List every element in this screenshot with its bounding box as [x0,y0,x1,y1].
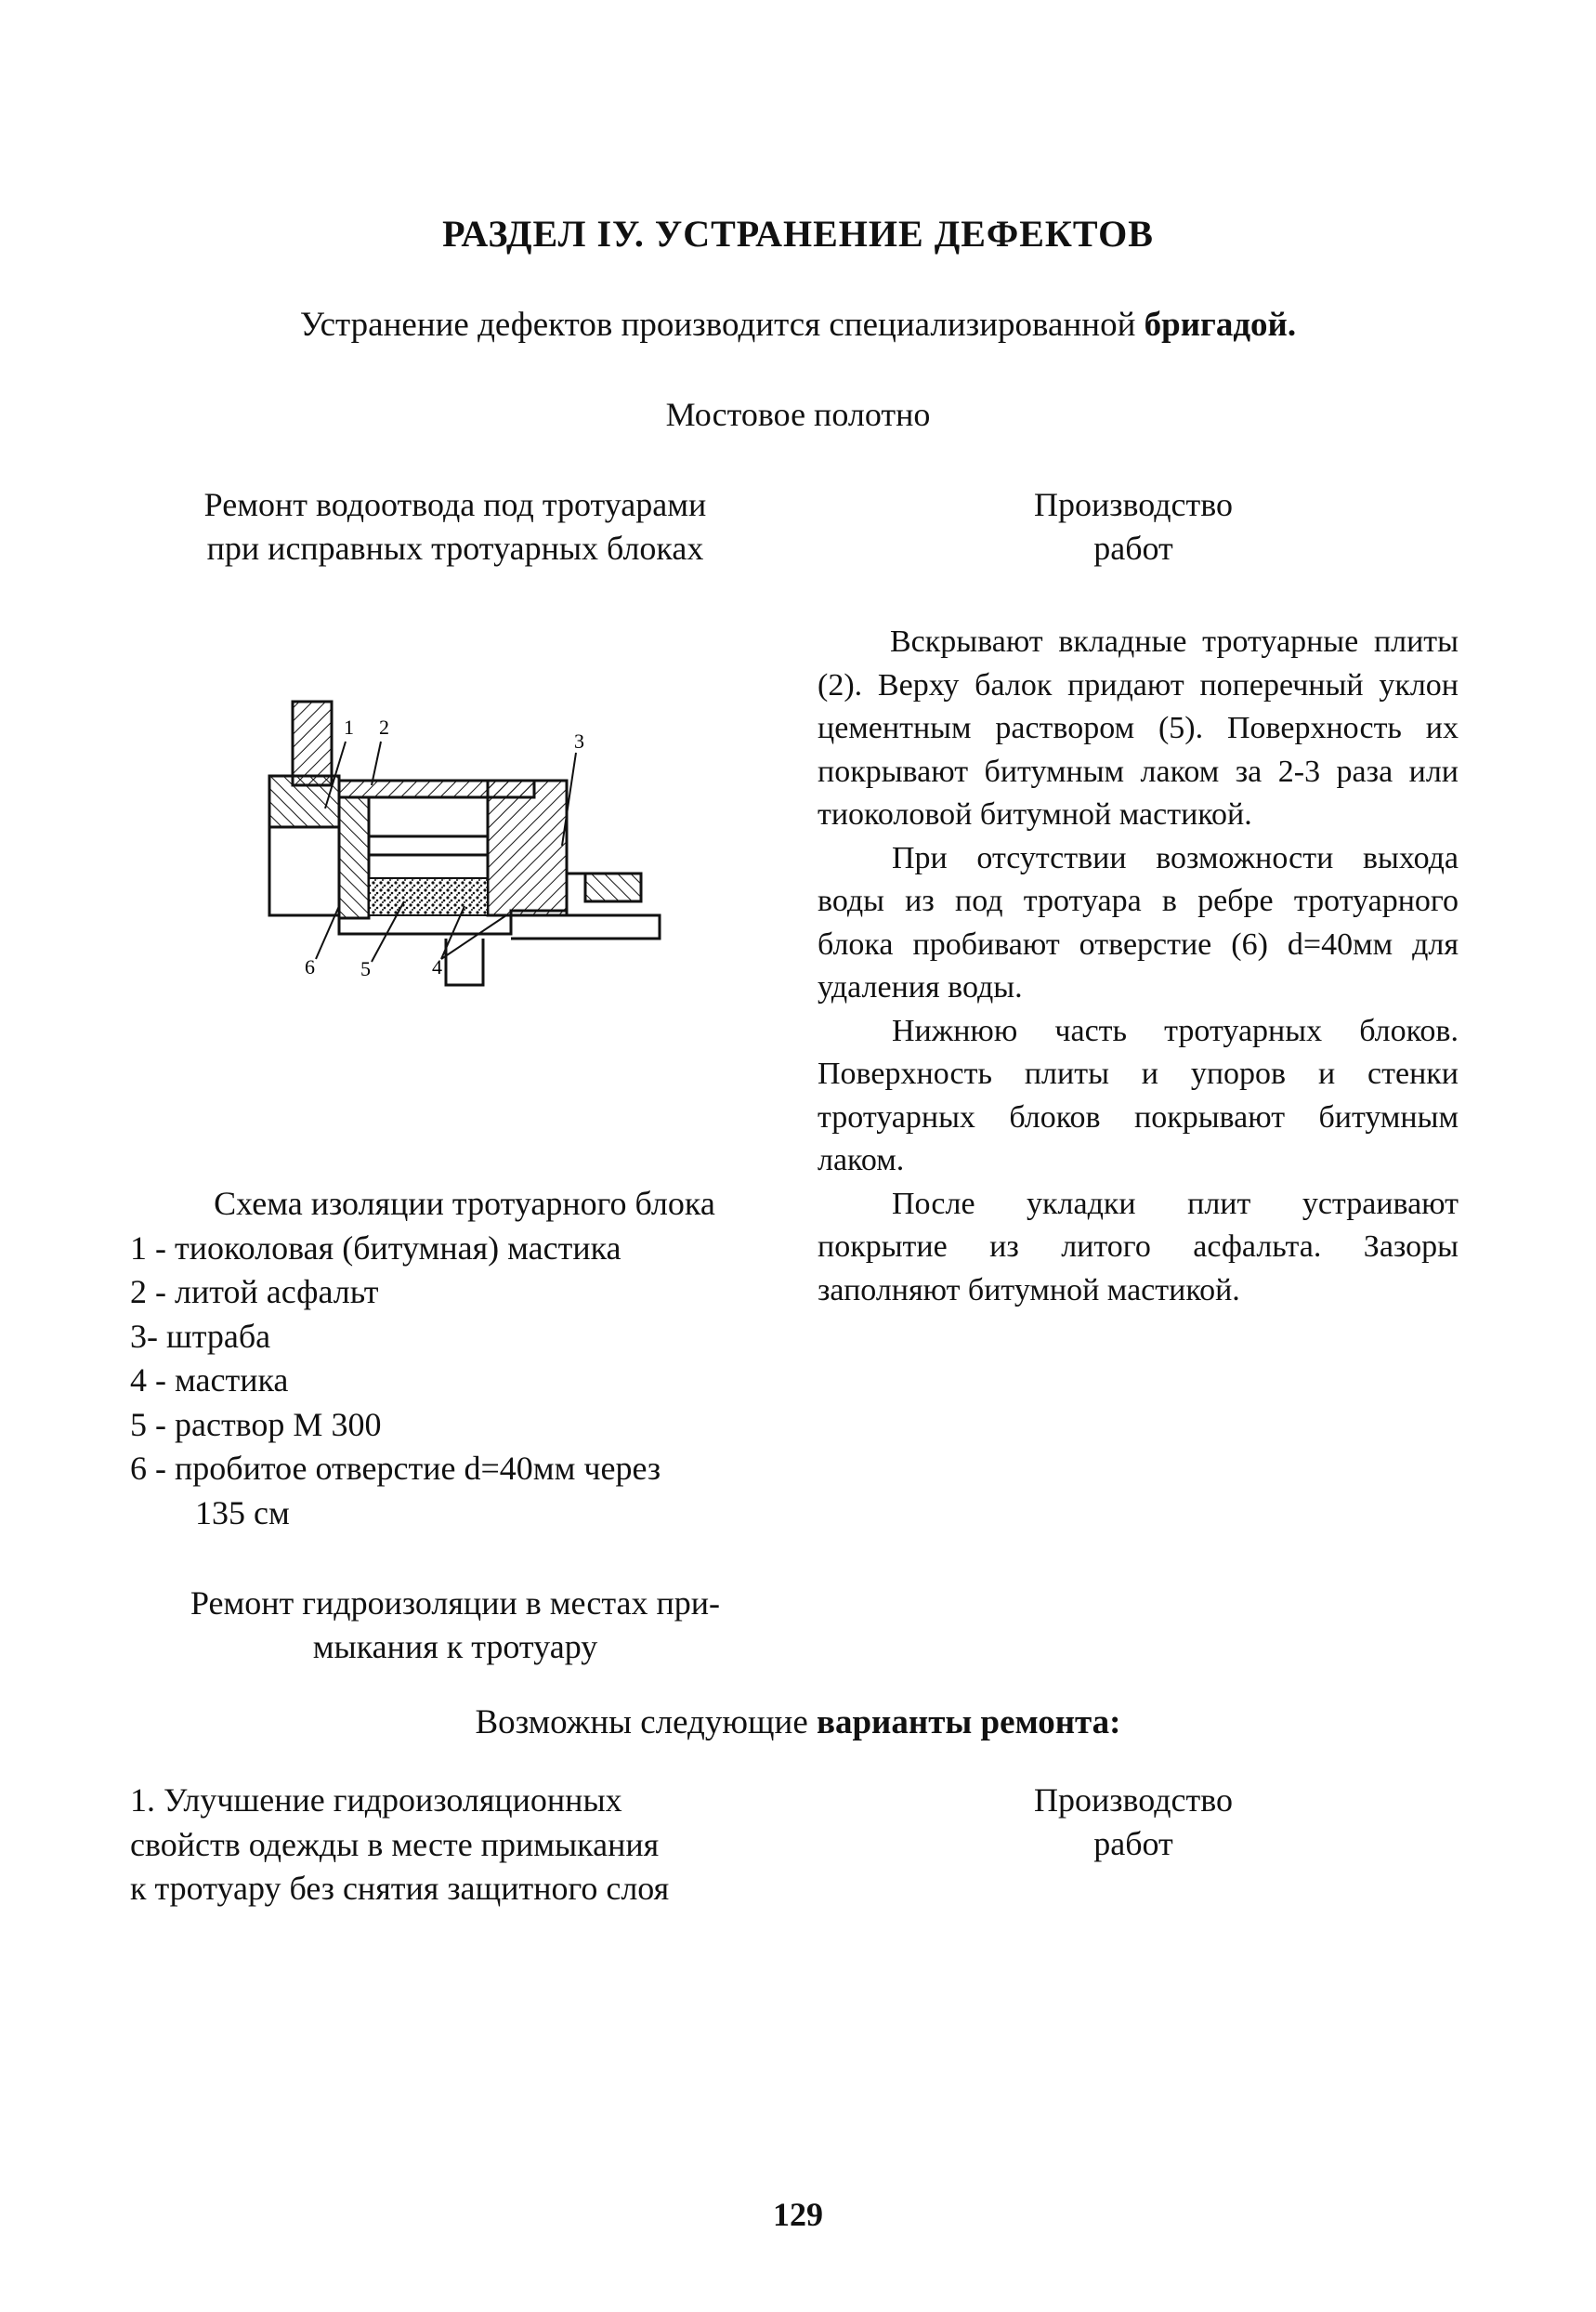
right-header2-line-2: работ [1093,1825,1173,1862]
variants-text: Возможны следующие [475,1703,808,1741]
mortar-layer [369,878,488,915]
curb-post [293,702,332,785]
legend-item: 5 - раствор М 300 [130,1405,382,1443]
subheading: Мостовое полотно [665,396,931,433]
legend-item: 3- штраба [130,1317,271,1355]
intro-text: Устранение дефектов производится специализированной [299,306,1136,344]
slab-left [269,776,339,827]
diagram-label-4: 4 [432,955,442,979]
scheme-legend [130,1182,799,1535]
variants-heading [0,1702,1596,1742]
right-header-line-2: работ [1093,530,1173,567]
sidewalk-block-diagram [260,688,669,1004]
right-header-line-1: Производство [1034,486,1233,523]
diagram-label-5: 5 [360,957,371,980]
block-web-left [339,797,369,918]
diagram-label-2: 2 [379,716,389,739]
scheme-caption: Схема изоляции тротуарного блока [214,1185,715,1222]
right-column-header [938,483,1328,571]
legend-item-continuation: 135 см [195,1493,290,1531]
work-description [818,621,1459,1312]
paragraph: При отсутствии возможности выхода воды из под тротуара в ребре тротуарного блока пробивают отверстие (6) d=40мм для удаления воды. [818,840,1459,1005]
groove-strip [585,874,641,901]
paragraph: Вскрывают вкладные тротуарные плиты (2). Верху балок придают поперечный уклон цементным раствором (5). Поверхность их покрывают битумным лаком за 2-3 раза или тиоколовой битумной мастикой. [818,624,1459,832]
section-title: РАЗДЕЛ IУ. УСТРАНЕНИЕ ДЕФЕКТОВ [442,213,1154,255]
paragraph: После укладки плит устраивают покрытие из литого асфальта. Зазоры заполняют битумной мастикой. [818,1186,1459,1307]
variant-line-1: 1. Улучшение гидроизоляционных [130,1781,622,1819]
variant-line-2: свойств одежды в месте примыкания [130,1825,660,1863]
legend-item: 6 - пробитое отверстие d=40мм через [130,1450,661,1487]
left-column-header [130,483,780,571]
diagram-label-6: 6 [305,955,315,979]
variants-bold-text: варианты ремонта: [807,1703,1121,1741]
paragraph: Нижнюю часть тротуарных блоков. Поверхность плиты и упоров и стенки тротуарных блоков покрывают битумным лаком. [818,1013,1459,1177]
repair-header-line-1: Ремонт гидроизоляции в местах при- [190,1584,721,1622]
variant-line-3: к тротуару без снятия защитного слоя [130,1870,670,1907]
legend-item: 1 - тиоколовая (битумная) мастика [130,1228,621,1267]
repair-header-line-2: мыкания к тротуару [312,1628,598,1665]
legend-item: 4 - мастика [130,1361,289,1399]
beam-rib [446,939,483,985]
diagram-label-3: 3 [574,729,584,753]
legend-item: 2 - литой асфальт [130,1273,379,1310]
intro-bold-text: бригадой. [1135,306,1297,344]
block-web-right [488,781,567,915]
left-header-line-2: при исправных тротуарных блоках [206,530,704,567]
page-number: 129 [773,2196,823,2233]
intro-sentence [0,305,1596,345]
diagram-label-1: 1 [344,716,354,739]
left-header-line-1: Ремонт водоотвода под тротуарами [203,486,707,523]
right-column-header-2 [938,1779,1328,1866]
right-header2-line-1: Производство [1034,1781,1233,1819]
beam-outline-right [511,915,660,939]
repair-waterproofing-header [130,1582,780,1669]
variant-item-1 [130,1779,799,1911]
